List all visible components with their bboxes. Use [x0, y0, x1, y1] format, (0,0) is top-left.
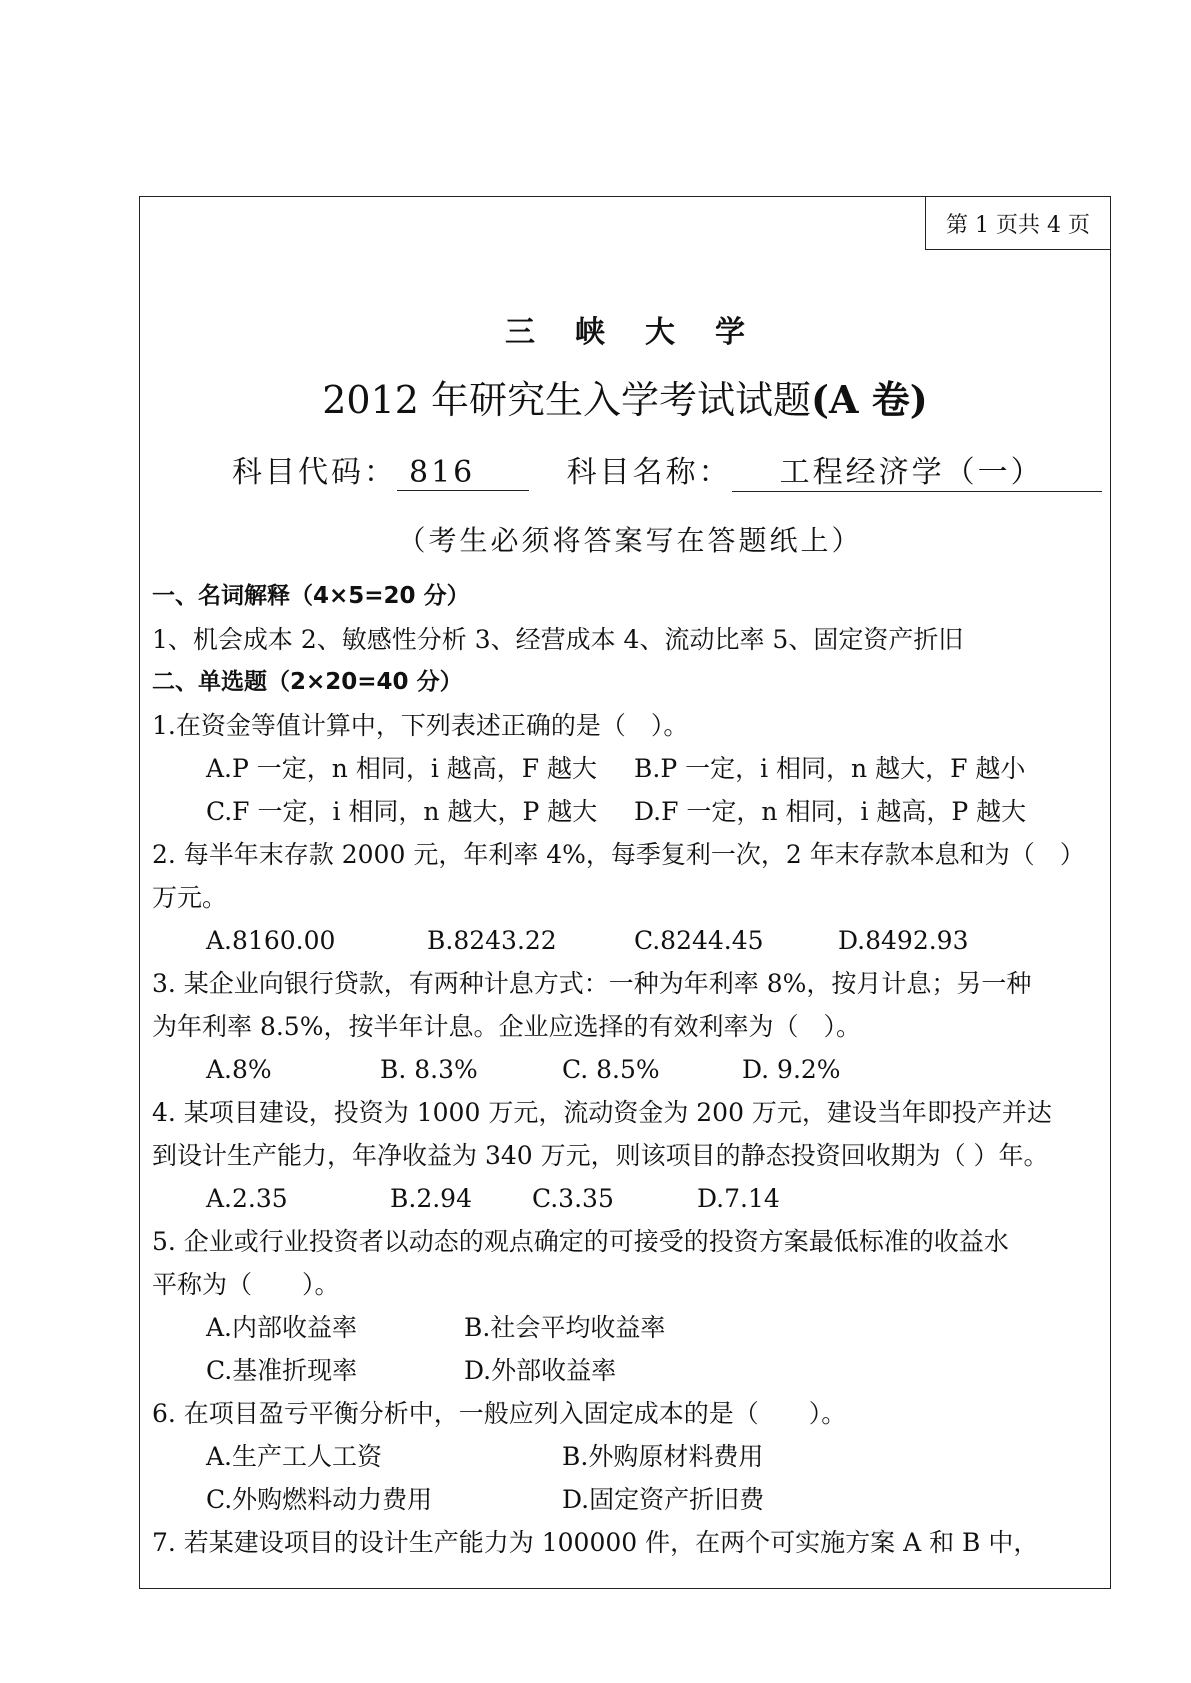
question-1-options-row1	[152, 747, 1092, 790]
question-5-text-line1: 5. 企业或行业投资者以动态的观点确定的可接受的投资方案最低标准的收益水	[152, 1227, 1009, 1256]
option-b: B. 8.3%	[380, 1055, 478, 1084]
option-b: B.社会平均收益率	[464, 1313, 666, 1342]
question-4-options	[152, 1177, 1092, 1220]
subject-line	[232, 447, 1102, 492]
question-6-options-row2	[152, 1478, 1092, 1521]
option-a: A.P 一定，n 相同，i 越高，F 越大	[206, 754, 598, 783]
page-number-box: 第 1 页共 4 页	[925, 196, 1111, 250]
exam-note: （考生必须将答案写在答题纸上）	[397, 524, 863, 557]
exam-frame	[139, 196, 1111, 1589]
question-3-text-line1: 3. 某企业向银行贷款，有两种计息方式：一种为年利率 8%，按月计息；另一种	[152, 969, 1032, 998]
option-c: C.外购燃料动力费用	[206, 1485, 433, 1514]
option-b: B.P 一定，i 相同，n 越大，F 越小	[634, 754, 1026, 783]
option-c: C.基准折现率	[206, 1356, 358, 1385]
option-c: C.F 一定，i 相同，n 越大，P 越大	[206, 797, 598, 826]
question-6-options-row1	[152, 1435, 1092, 1478]
option-a: A.内部收益率	[206, 1313, 358, 1342]
question-6-text: 6. 在项目盈亏平衡分析中，一般应列入固定成本的是（ ）。	[152, 1399, 847, 1428]
option-c: C. 8.5%	[562, 1055, 660, 1084]
subject-name: 工程经济学（一）	[732, 447, 1102, 492]
subject-code: 816	[397, 455, 529, 491]
option-d: D.8492.93	[838, 926, 969, 955]
option-b: B.2.94	[390, 1184, 472, 1213]
exam-title	[140, 369, 1110, 424]
question-4-text-line2: 到设计生产能力，年净收益为 340 万元，则该项目的静态投资回收期为（ ）年。	[152, 1141, 1049, 1170]
option-a: A.8160.00	[206, 926, 336, 955]
option-c: C.3.35	[532, 1184, 614, 1213]
title-main: 2012 年研究生入学考试试题	[322, 378, 812, 422]
question-3-options	[152, 1048, 1092, 1091]
option-d: D.F 一定，n 相同，i 越高，P 越大	[634, 797, 1027, 826]
title-paper-version: (A 卷)	[811, 377, 928, 422]
option-c: C.8244.45	[634, 926, 764, 955]
option-b: B.外购原材料费用	[562, 1442, 764, 1471]
option-a: A.2.35	[206, 1184, 288, 1213]
question-7-text: 7. 若某建设项目的设计生产能力为 100000 件，在两个可实施方案 A 和 B 中，	[152, 1528, 1039, 1557]
option-d: D.外部收益率	[464, 1356, 617, 1385]
question-3-text-line2: 为年利率 8.5%，按半年计息。企业应选择的有效利率为（ ）。	[152, 1012, 861, 1041]
option-d: D.固定资产折旧费	[562, 1485, 765, 1514]
option-a: A.生产工人工资	[206, 1442, 383, 1471]
question-1-text: 1.在资金等值计算中，下列表述正确的是（ ）。	[152, 711, 689, 740]
section2-heading: 二、单选题（2×20=40 分）	[152, 669, 463, 695]
question-5-text-line2: 平称为（ ）。	[152, 1270, 340, 1299]
option-d: D. 9.2%	[742, 1055, 841, 1084]
option-b: B.8243.22	[427, 926, 557, 955]
exam-body	[152, 575, 1092, 1564]
option-a: A.8%	[206, 1055, 272, 1084]
question-5-options-row1	[152, 1306, 1092, 1349]
question-1-options-row2	[152, 790, 1092, 833]
question-2-text-line1: 2. 每半年末存款 2000 元，年利率 4%，每季复利一次，2 年末存款本息和为（ ）	[152, 840, 1085, 869]
question-4-text-line1: 4. 某项目建设，投资为 1000 万元，流动资金为 200 万元，建设当年即投产并达	[152, 1098, 1052, 1127]
section1-content: 1、机会成本 2、敏感性分析 3、经营成本 4、流动比率 5、固定资产折旧	[152, 625, 964, 654]
subject-name-label: 科目名称：	[566, 455, 732, 490]
section1-heading: 一、名词解释（4×5=20 分）	[152, 583, 470, 609]
question-5-options-row2	[152, 1349, 1092, 1392]
question-2-options	[152, 919, 1092, 962]
option-d: D.7.14	[697, 1184, 780, 1213]
subject-code-label: 科目代码：	[232, 455, 397, 490]
question-2-text-line2: 万元。	[152, 883, 228, 912]
university-name: 三峡大学	[505, 315, 785, 350]
